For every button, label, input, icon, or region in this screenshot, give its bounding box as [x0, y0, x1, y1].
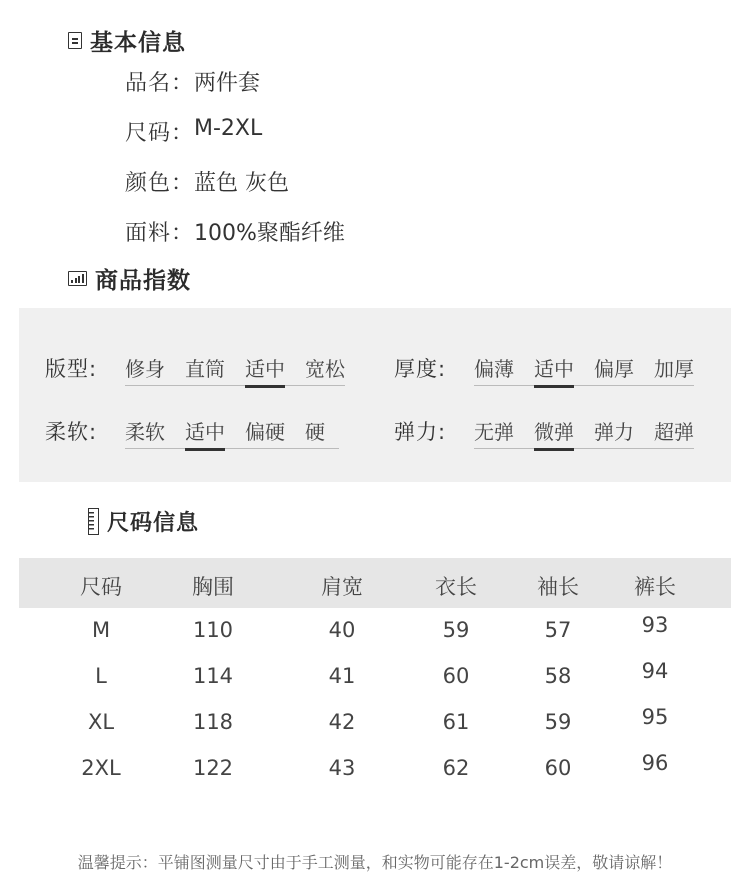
index-label: 版型: — [45, 357, 98, 381]
table-cell: XL — [87, 710, 115, 734]
index-option: 偏薄 — [474, 357, 514, 381]
info-key: 面料： — [125, 221, 195, 246]
index-option: 柔软 — [125, 420, 165, 444]
info-row-name — [125, 66, 260, 97]
info-value: 两件套 — [194, 71, 261, 96]
table-header-cell: 尺码 — [80, 575, 122, 599]
bar-chart-icon — [68, 271, 87, 286]
table-cell: 59 — [442, 618, 470, 642]
index-option: 弹力 — [594, 420, 634, 444]
index-options — [474, 416, 694, 449]
table-cell: 58 — [544, 664, 572, 688]
info-value: 蓝色 灰色 — [194, 171, 290, 196]
index-option: 直筒 — [185, 357, 225, 381]
info-value: 100%聚酯纤维 — [194, 221, 345, 246]
index-label: 厚度: — [394, 357, 447, 381]
table-cell: 57 — [544, 618, 572, 642]
table-cell: 61 — [442, 710, 470, 734]
info-key: 尺码： — [125, 121, 195, 146]
info-row-color — [125, 166, 289, 197]
table-cell: 2XL — [81, 756, 121, 780]
index-options — [125, 416, 339, 449]
table-cell: 59 — [544, 710, 572, 734]
index-group-fit — [45, 353, 345, 386]
table-cell: L — [95, 664, 107, 688]
index-option-selected: 适中 — [245, 353, 285, 382]
basic-info-title: 基本信息 — [90, 30, 186, 56]
measurement-note: 温馨提示：平铺图测量尺寸由于手工测量，和实物可能存在1-2cm误差，敬请谅解！ — [77, 853, 673, 872]
index-options — [474, 353, 694, 386]
index-group-softness — [45, 416, 339, 449]
table-cell: 60 — [544, 756, 572, 780]
index-option: 修身 — [125, 357, 165, 381]
product-index-panel — [19, 308, 731, 482]
table-cell: M — [91, 618, 111, 642]
table-cell: 60 — [442, 664, 470, 688]
index-option-selected: 适中 — [534, 353, 574, 382]
table-cell: 41 — [328, 664, 356, 688]
table-cell: 122 — [192, 756, 234, 780]
index-option: 偏硬 — [245, 420, 285, 444]
table-header-cell: 裤长 — [634, 575, 676, 599]
ruler-icon — [88, 508, 99, 535]
index-option: 宽松 — [305, 357, 345, 381]
table-header-cell: 袖长 — [537, 575, 579, 599]
table-cell: 114 — [192, 664, 234, 688]
size-info-header — [88, 506, 199, 537]
table-cell: 62 — [442, 756, 470, 780]
table-cell: 118 — [192, 710, 234, 734]
table-cell: 95 — [641, 705, 669, 729]
table-header-cell: 肩宽 — [321, 575, 363, 599]
table-cell: 40 — [328, 618, 356, 642]
index-group-elasticity — [394, 416, 694, 449]
index-option: 加厚 — [654, 357, 694, 381]
index-option-selected: 适中 — [185, 416, 225, 445]
index-label: 柔软: — [45, 420, 98, 444]
index-options — [125, 353, 345, 386]
info-value: M-2XL — [194, 116, 263, 141]
table-header-cell: 衣长 — [435, 575, 477, 599]
table-cell: 42 — [328, 710, 356, 734]
info-row-fabric — [125, 216, 345, 247]
info-row-size — [125, 116, 262, 147]
index-group-thickness — [394, 353, 694, 386]
document-icon — [68, 32, 82, 49]
info-key: 颜色： — [125, 171, 195, 196]
index-option: 超弹 — [654, 420, 694, 444]
index-label: 弹力: — [394, 420, 447, 444]
table-cell: 94 — [641, 659, 669, 683]
index-option-selected: 微弹 — [534, 416, 574, 445]
table-header-cell: 胸围 — [192, 575, 234, 599]
basic-info-header — [68, 24, 186, 57]
product-index-title: 商品指数 — [95, 268, 191, 294]
index-option: 无弹 — [474, 420, 514, 444]
index-option: 偏厚 — [594, 357, 634, 381]
size-info-title: 尺码信息 — [107, 511, 200, 536]
index-option: 硬 — [305, 420, 325, 444]
size-table-header — [19, 558, 731, 608]
info-key: 品名： — [125, 71, 195, 96]
table-cell: 93 — [641, 613, 669, 637]
table-cell: 43 — [328, 756, 356, 780]
product-index-header — [68, 262, 191, 295]
table-cell: 110 — [192, 618, 234, 642]
table-cell: 96 — [641, 751, 669, 775]
